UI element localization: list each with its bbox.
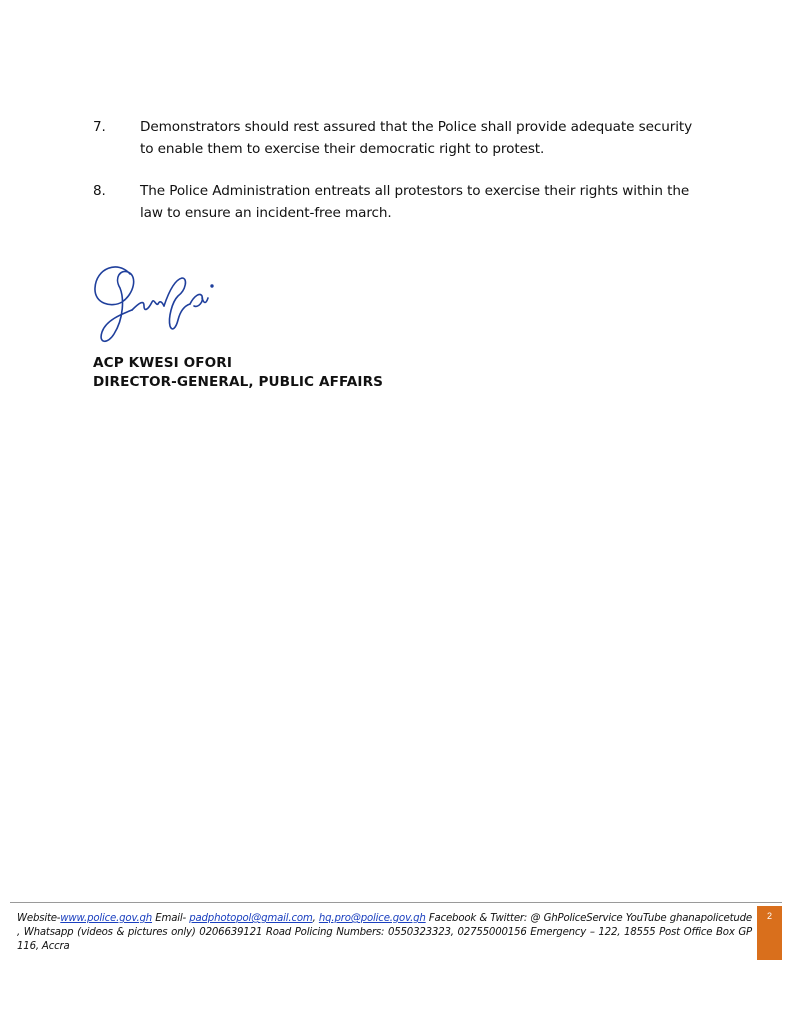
item-text [140,116,733,160]
list-item-7 [93,116,733,160]
item-line: to enable them to exercise their democratic right to protest. [140,141,545,157]
item-line: Demonstrators should rest assured that the Police shall provide adequate security [140,119,693,135]
item-number: 8. [93,183,106,199]
signatory-title: DIRECTOR-GENERAL, PUBLIC AFFAIRS [93,374,384,390]
website-label: Website- [17,913,61,924]
signature-image [90,258,220,353]
footer-contact-info [17,912,752,954]
website-link[interactable]: www.police.gov.gh [60,913,153,924]
item-number: 7. [93,119,106,135]
item-text [140,180,733,224]
social-and-phone-text: Facebook & Twitter: @ GhPoliceService YouTube ghanapolicetude , Whatsapp (videos & pictures only) 0206639121 Road Policing Numbers: 0550323323, 02755000156 Emergency – 122, 18555 Post Office Box GP 116, Accra [17,913,752,952]
item-line: law to ensure an incident-free march. [140,205,392,221]
signatory-block [93,354,383,392]
page-number-badge: 2 [757,906,782,960]
list-item-8 [93,180,733,224]
item-line: The Police Administration entreats all protestors to exercise their rights within the [140,183,690,199]
email-label: Email- [155,913,186,924]
email-link-2[interactable]: hq.pro@police.gov.gh [318,913,426,924]
footer-divider [10,902,782,903]
email-link-1[interactable]: padphotopol@gmail.com [189,913,313,924]
email-separator: , [312,913,316,924]
signatory-name: ACP KWESI OFORI [93,355,233,371]
